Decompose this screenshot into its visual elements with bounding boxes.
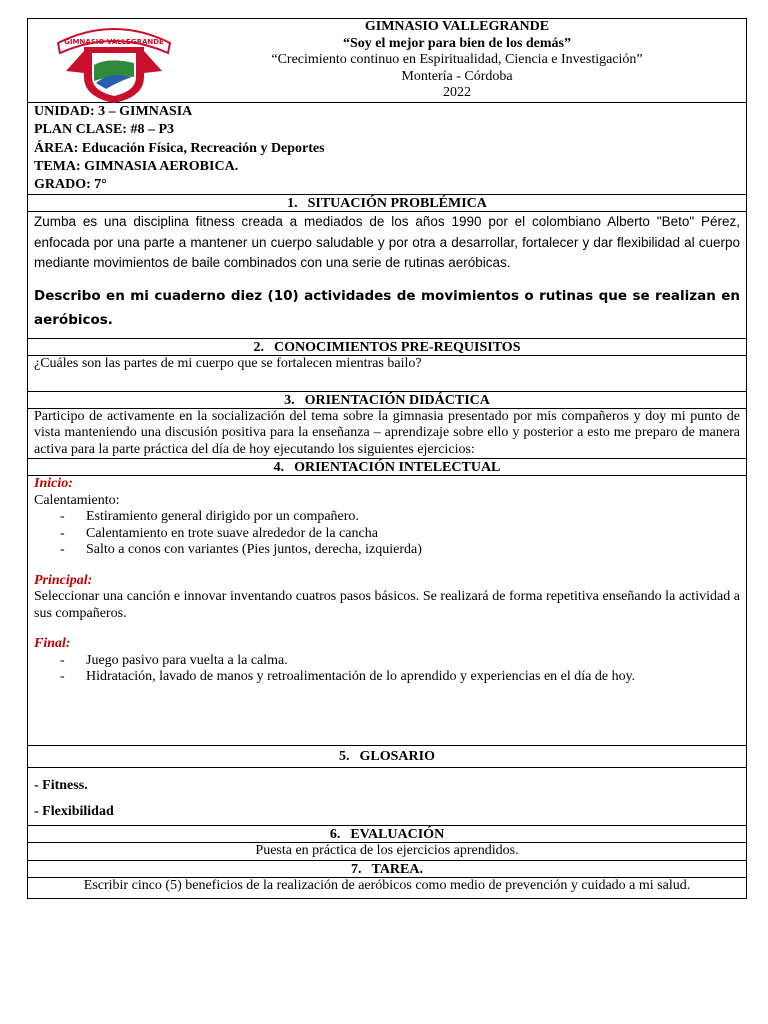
list-item: - Calentamiento en trote suave alrededor de la cancha <box>60 526 740 543</box>
school-tagline: “Crecimiento continuo en Espiritualidad, Ciencia e Investigación” <box>271 52 643 67</box>
document-header <box>27 18 747 102</box>
section-7-title: 7. TAREA. <box>27 860 747 877</box>
section-4-body <box>27 475 747 745</box>
section-1-text: Zumba es una disciplina fitness creada a mediados de los años 1990 por el colombiano Alberto "Beto" Pérez, enfocada por una parte a mantener un cuerpo saludable y por otra a desarrollar, fortalecer y dar flexibilidad al cuerpo mediante movimientos de baile combinados con una serie de rutinas aeróbicas. <box>34 214 740 271</box>
list-item: - Hidratación, lavado de manos y retroalimentación de lo aprendido y experiencias en el día de hoy. <box>60 669 740 686</box>
section-6-body <box>27 842 747 860</box>
section-6-title: 6. EVALUACIÓN <box>27 825 747 842</box>
crest-text: GIMNASIO VALLEGRANDE <box>64 38 164 46</box>
area-label: ÁREA: Educación Física, Recreación y Deportes <box>34 140 325 156</box>
list-item: - Salto a conos con variantes (Pies juntos, derecha, izquierda) <box>60 542 740 559</box>
section-7-body <box>27 877 747 899</box>
principal-text: Seleccionar una canción e innovar inventando cuatros pasos básicos. Se realizará de forma repetitiva enseñando la actividad a sus compañeros. <box>34 589 740 621</box>
section-5-body <box>27 767 747 825</box>
section-2-text: ¿Cuáles son las partes de mi cuerpo que se fortalecen mientras bailo? <box>34 355 422 371</box>
section-1-title: 1. SITUACIÓN PROBLÉMICA <box>27 194 747 211</box>
final-label: Final: <box>34 636 71 652</box>
school-motto: “Soy el mejor para bien de los demás” <box>342 35 571 51</box>
header-text <box>168 19 746 102</box>
list-item: - Estiramiento general dirigido por un compañero. <box>60 509 740 526</box>
section-1-body <box>27 211 747 338</box>
section-4-title: 4. ORIENTACIÓN INTELECTUAL <box>27 458 747 475</box>
section-7-text: Escribir cinco (5) beneficios de la realización de aeróbicos como medio de prevención y cuidado a mi salud. <box>83 877 691 893</box>
principal-label: Principal: <box>34 572 93 588</box>
school-year: 2022 <box>443 85 471 100</box>
section-3-title: 3. ORIENTACIÓN DIDÁCTICA <box>27 391 747 408</box>
section-2-title: 2. CONOCIMIENTOS PRE-REQUISITOS <box>27 338 747 355</box>
section-5-title: 5. GLOSARIO <box>27 745 747 767</box>
section-2-body <box>27 355 747 391</box>
inicio-list <box>34 509 740 559</box>
glossary-item-flexibilidad: - Flexibilidad <box>34 804 114 820</box>
section-3-body <box>27 408 747 459</box>
lesson-info <box>27 102 747 194</box>
section-6-text: Puesta en práctica de los ejercicios aprendidos. <box>255 843 519 859</box>
lesson-plan-document <box>27 18 747 899</box>
topic-label: TEMA: GIMNASIA AEROBICA. <box>34 158 239 174</box>
glossary-item-fitness: - Fitness. <box>34 778 88 794</box>
list-item: - Juego pasivo para vuelta a la calma. <box>60 653 740 670</box>
grade-label: GRADO: 7° <box>34 177 107 193</box>
school-city: Montería - Córdoba <box>401 68 513 84</box>
final-list <box>34 653 740 686</box>
warmup-label: Calentamiento: <box>34 492 120 508</box>
school-crest-icon <box>48 23 180 105</box>
inicio-label: Inicio: <box>34 476 73 492</box>
unit-label: UNIDAD: 3 – GIMNASIA <box>34 104 193 119</box>
plan-label: PLAN CLASE: #8 – P3 <box>34 122 175 138</box>
section-1-task: Describo en mi cuaderno diez (10) actividades de movimientos o rutinas que se realizan en aeróbicos. <box>34 287 740 328</box>
school-name: GIMNASIO VALLEGRANDE <box>364 19 550 34</box>
section-3-text: Participo de activamente en la socialización del tema sobre la gimnasia presentado por mis compañeros y doy mi punto de vista manteniendo una discusión positiva para la enseñanza – aprendizaje sobre ello y posterior a esto me preparo de manera activa para la parte práctica del día de hoy ejecutando los siguientes ejercicios: <box>34 408 740 457</box>
